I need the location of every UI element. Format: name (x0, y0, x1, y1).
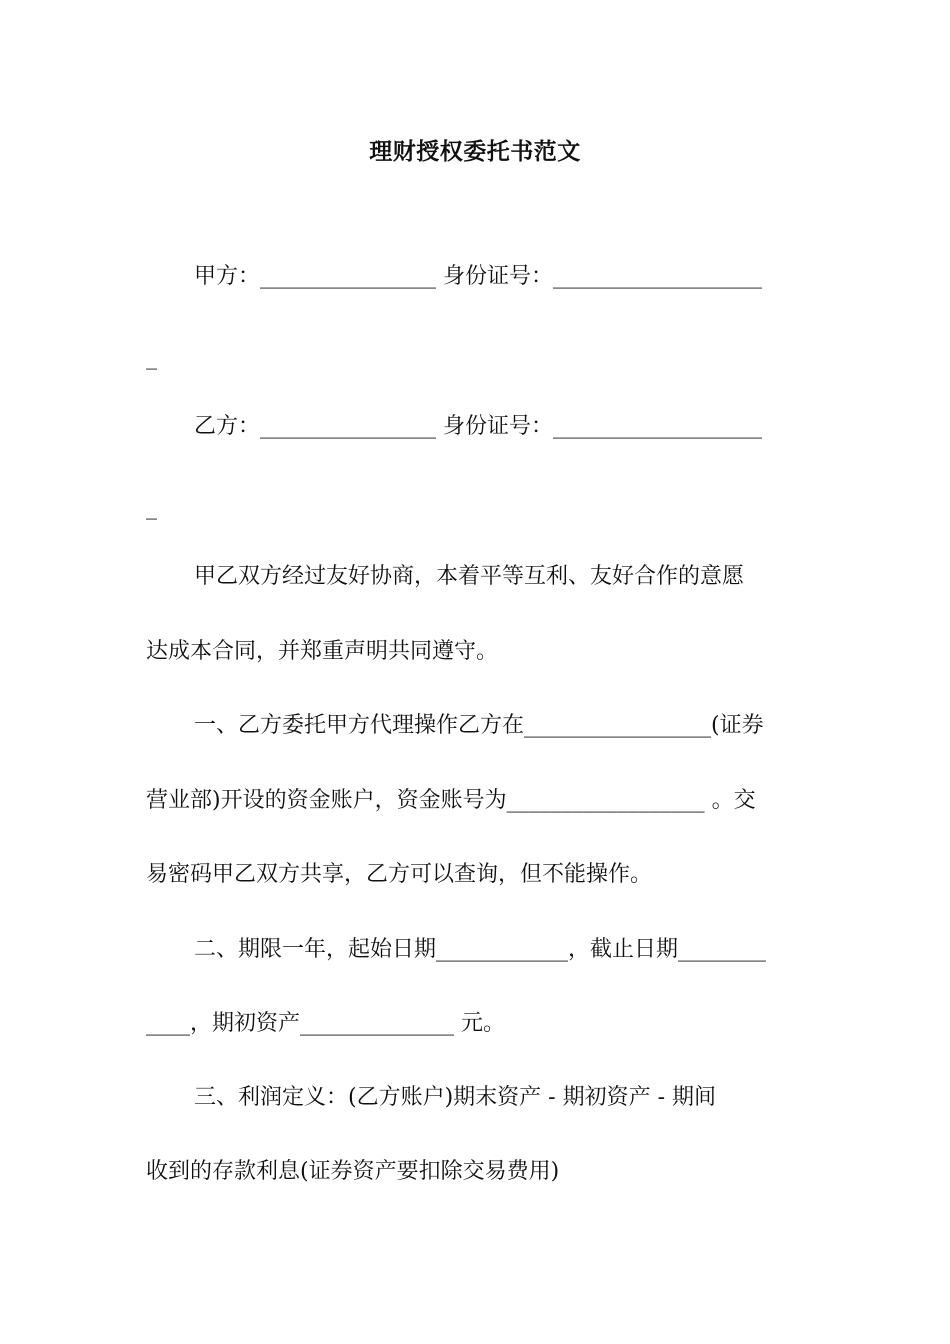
intro-paragraph-line-2: 达成本合同，并郑重声明共同遵守。 (146, 639, 499, 664)
clause-2-line-2: ____，期初资产______________ 元。 (146, 1011, 505, 1036)
intro-paragraph-line-1: 甲乙双方经过友好协商，本着平等互利、友好合作的意愿 (194, 564, 745, 589)
party-b-line: 乙方：________________ 身份证号：___________________ (194, 414, 762, 439)
clause-1-line-2: 营业部)开设的资金账户，资金账号为__________________ 。交 (146, 788, 756, 813)
clause-2-line-1: 二、期限一年，起始日期____________，截止日期________ (194, 937, 767, 962)
clause-3-line-2: 收到的存款利息(证券资产要扣除交易费用) (146, 1159, 560, 1184)
document-title: 理财授权委托书范文 (369, 138, 581, 165)
party-a-overflow-line: _ (146, 345, 157, 370)
party-b-overflow-line: _ (146, 495, 157, 520)
clause-1-line-3: 易密码甲乙双方共享，乙方可以查询，但不能操作。 (146, 862, 653, 887)
party-a-line: 甲方：________________ 身份证号：___________________ (194, 264, 762, 289)
clause-3-line-1: 三、利润定义：(乙方账户)期末资产 - 期初资产 - 期间 (194, 1085, 717, 1110)
clause-1-line-1: 一、乙方委托甲方代理操作乙方在_________________(证券 (194, 713, 764, 738)
